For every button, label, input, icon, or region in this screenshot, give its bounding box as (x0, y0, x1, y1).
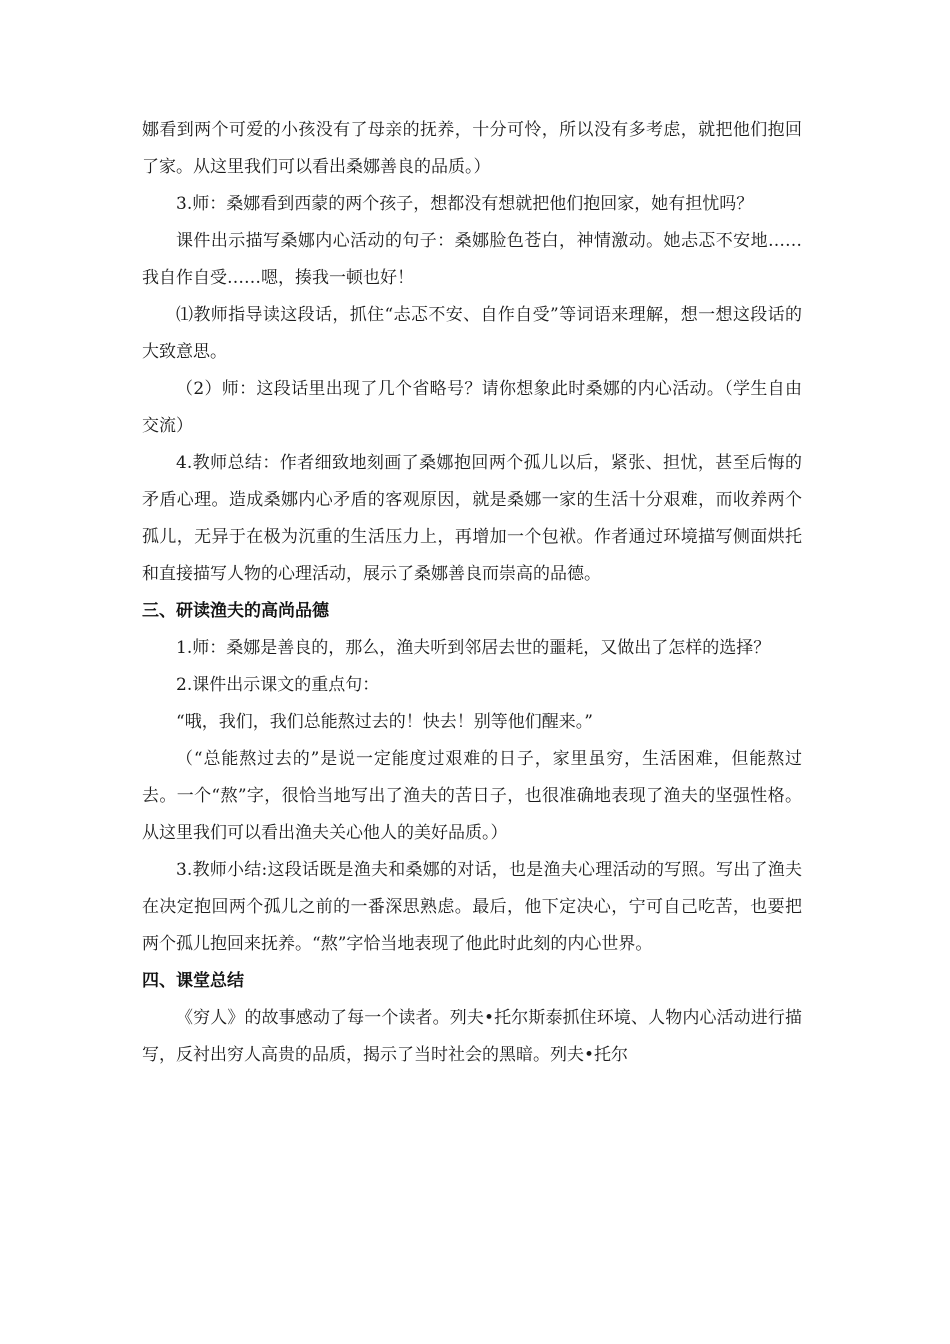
paragraph-key-sentence-2: 2.课件出示课文的重点句： (176, 675, 380, 695)
paragraph-quote-explanation: （“总能熬过去的”是说一定能度过艰难的日子，家里虽穷，生活困难，但能熬过去。一个“熬”字，很恰当地写出了渔夫的苦日子，也很准确地表现了渔夫的坚强性格。从这里我们可以看出渔夫关心他人的美好品质。） (142, 749, 802, 843)
paragraph-teacher-summary-4: 4.教师总结：作者细致地刻画了桑娜抱回两个孤儿以后，紧张、担忧，甚至后悔的矛盾心理。造成桑娜内心矛盾的客观原因，就是桑娜一家的生活十分艰难，而收养两个孤儿，无异于在极为沉重的生活压力上，再增加一个包袱。作者通过环境描写侧面烘托和直接描写人物的心理活动，展示了桑娜善良而崇高的品德。 (142, 453, 802, 584)
section-heading-fisherman: 三、研读渔夫的高尚品德 (142, 601, 329, 621)
section-heading-class-summary: 四、课堂总结 (142, 971, 244, 991)
paragraph-fisherman-quote: “哦，我们，我们总能熬过去的！快去！别等他们醒来。” (176, 712, 593, 732)
paragraph-fisherman-question-1: 1.师：桑娜是善良的，那么，渔夫听到邻居去世的噩耗，又做出了怎样的选择？ (176, 638, 771, 658)
document-page (142, 112, 802, 1074)
paragraph-class-summary: 《穷人》的故事感动了每一个读者。列夫•托尔斯泰抓住环境、人物内心活动进行描写，反衬出穷人高贵的品质，揭示了当时社会的黑暗。列夫•托尔 (142, 1008, 802, 1065)
paragraph-guided-reading-1: ⑴教师指导读这段话，抓住“忐忑不安、自作自受”等词语来理解，想一想这段话的大致意思。 (142, 305, 802, 362)
paragraph-ellipsis-question-2: （2）师：这段话里出现了几个省略号？请你想象此时桑娜的内心活动。（学生自由交流） (142, 379, 802, 436)
paragraph-sanna-kindness-end: 娜看到两个可爱的小孩没有了母亲的抚养，十分可怜，所以没有多考虑，就把他们抱回了家。从这里我们可以看出桑娜善良的品质。） (142, 120, 802, 177)
paragraph-teacher-conclusion-3: 3.教师小结:这段话既是渔夫和桑娜的对话，也是渔夫心理活动的写照。写出了渔夫在决定抱回两个孤儿之前的一番深思熟虑。最后，他下定决心，宁可自己吃苦，也要把两个孤儿抱回来抚养。“熬”字恰当地表现了他此时此刻的内心世界。 (142, 860, 802, 954)
paragraph-courseware-sanna-sentence: 课件出示描写桑娜内心活动的句子：桑娜脸色苍白，神情激动。她忐忑不安地……我自作自受……嗯，揍我一顿也好！ (142, 231, 802, 288)
paragraph-teacher-question-3: 3.师：桑娜看到西蒙的两个孩子，想都没有想就把他们抱回家，她有担忧吗？ (176, 194, 754, 214)
